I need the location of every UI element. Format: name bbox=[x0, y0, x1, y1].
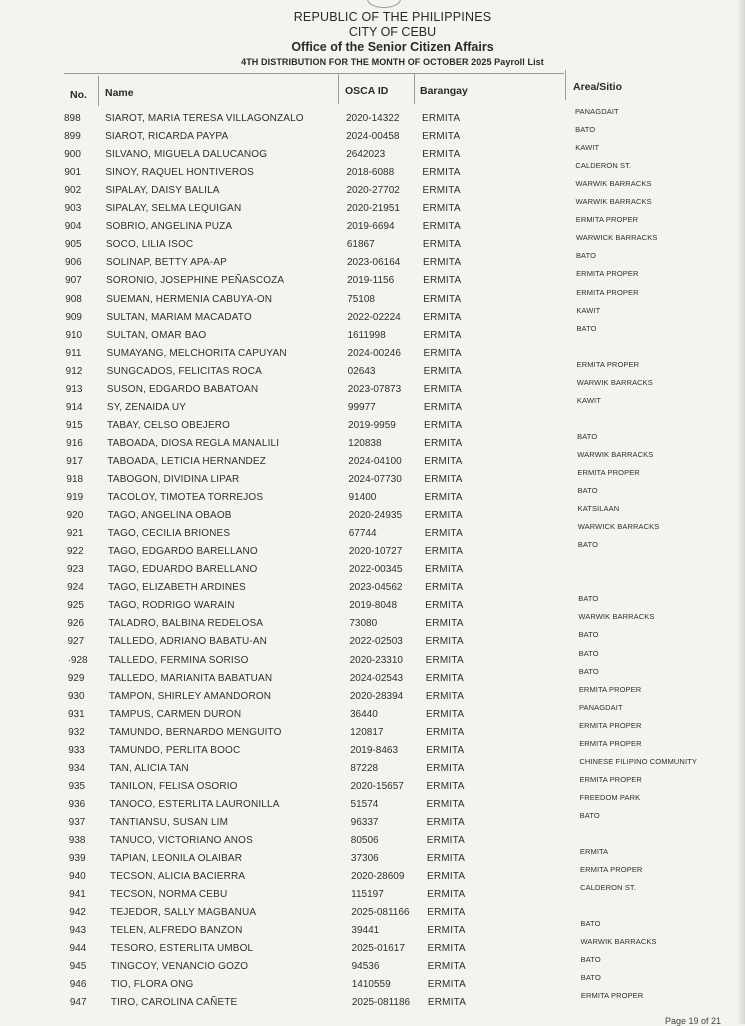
row-osca-id: 2022-02503 bbox=[349, 636, 403, 648]
row-number: 941 bbox=[69, 889, 86, 901]
row-area-sitio: FREEDOM PARK bbox=[579, 792, 641, 802]
row-area-sitio: BATO bbox=[575, 251, 597, 261]
row-name: SOLINAP, BETTY APA-AP bbox=[105, 257, 227, 269]
table-row bbox=[0, 107, 745, 131]
row-osca-id: 73080 bbox=[349, 618, 378, 630]
row-name: TAMUNDO, BERNARDO MENGUITO bbox=[109, 726, 282, 738]
row-osca-id: 2025-081186 bbox=[351, 997, 411, 1009]
row-area-sitio: BATO bbox=[578, 594, 599, 604]
column-header-osca-id: OSCA ID bbox=[345, 85, 389, 97]
row-name: TECSON, NORMA CEBU bbox=[110, 889, 228, 901]
row-name: TALLEDO, MARIANITA BABATUAN bbox=[108, 672, 273, 684]
row-barangay: ERMITA bbox=[425, 564, 464, 576]
column-header-name: Name bbox=[105, 87, 134, 99]
row-osca-id: 2023-06164 bbox=[346, 257, 401, 269]
row-number: 938 bbox=[68, 835, 86, 846]
page-number: Page 19 of 21 bbox=[665, 1016, 722, 1026]
row-area-sitio: PANAGDAIT bbox=[578, 702, 623, 712]
row-area-sitio: BATO bbox=[580, 919, 601, 929]
row-barangay: ERMITA bbox=[425, 672, 464, 684]
row-osca-id: 120817 bbox=[350, 726, 384, 738]
row-barangay: ERMITA bbox=[425, 654, 464, 666]
row-area-sitio: BATO bbox=[579, 810, 600, 820]
row-barangay: ERMITA bbox=[425, 708, 465, 720]
row-area-sitio: ERMITA PROPER bbox=[576, 269, 639, 279]
row-area-sitio: WARWICK BARRACKS bbox=[575, 233, 658, 243]
row-area-sitio: BATO bbox=[577, 431, 598, 441]
row-osca-id: 36440 bbox=[349, 708, 378, 720]
row-name: TAGO, RODRIGO WARAIN bbox=[108, 600, 235, 612]
row-osca-id: 2024-02543 bbox=[349, 672, 404, 684]
row-number: 914 bbox=[65, 401, 83, 413]
row-barangay: ERMITA bbox=[424, 510, 463, 522]
row-number: 923 bbox=[67, 564, 84, 576]
row-barangay: ERMITA bbox=[427, 997, 467, 1009]
row-area-sitio: BATO bbox=[575, 125, 596, 135]
row-number: 919 bbox=[66, 492, 84, 504]
row-number: 935 bbox=[68, 780, 86, 792]
table-row bbox=[5, 792, 745, 817]
row-number: 903 bbox=[64, 203, 82, 215]
row-osca-id: 94536 bbox=[351, 961, 380, 973]
row-osca-id: 91400 bbox=[348, 492, 377, 504]
row-name: SUEMAN, HERMENIA CABUYA-ON bbox=[106, 293, 273, 305]
row-number: ·928 bbox=[67, 654, 88, 666]
table-row bbox=[2, 395, 745, 420]
table-row bbox=[0, 143, 745, 167]
row-name: TELEN, ALFREDO BANZON bbox=[110, 925, 243, 937]
table-row bbox=[6, 991, 745, 1015]
row-number: 909 bbox=[65, 311, 82, 323]
row-name: SILVANO, MIGUELA DALUCANOG bbox=[105, 149, 268, 161]
row-barangay: ERMITA bbox=[427, 979, 466, 991]
row-osca-id: 2020-27702 bbox=[346, 185, 400, 197]
table-row bbox=[3, 630, 745, 654]
row-osca-id: 2020-28609 bbox=[351, 871, 405, 883]
row-barangay: ERMITA bbox=[424, 528, 463, 540]
row-area-sitio: CALDERON ST. bbox=[580, 883, 636, 893]
row-name: SOBRIO, ANGELINA PUZA bbox=[105, 221, 233, 233]
row-number: 907 bbox=[65, 275, 82, 287]
row-number: 922 bbox=[66, 546, 84, 558]
column-header-area-sitio: Area/Sitio bbox=[573, 81, 623, 93]
row-barangay: ERMITA bbox=[427, 943, 466, 955]
row-area-sitio: WARWICK BARRACKS bbox=[577, 522, 660, 532]
row-name: TEJEDOR, SALLY MAGBANUA bbox=[110, 907, 257, 919]
table-row bbox=[2, 377, 745, 402]
row-osca-id: 2023-04562 bbox=[349, 582, 403, 594]
table-row bbox=[5, 835, 745, 853]
row-area-sitio: WARWIK BARRACKS bbox=[576, 377, 653, 387]
row-barangay: ERMITA bbox=[425, 690, 465, 702]
row-number: 921 bbox=[66, 528, 84, 540]
row-number: 931 bbox=[67, 708, 85, 720]
row-barangay: ERMITA bbox=[423, 329, 462, 341]
row-osca-id: 39441 bbox=[351, 925, 380, 937]
row-number: 930 bbox=[67, 690, 85, 702]
row-osca-id: 1410559 bbox=[351, 979, 391, 991]
row-area-sitio: ERMITA PROPER bbox=[579, 774, 642, 784]
row-number: 936 bbox=[68, 798, 86, 810]
table-row bbox=[3, 582, 745, 600]
row-name: TAN, ALICIA TAN bbox=[109, 762, 189, 774]
row-name: SIPALAY, SELMA LEQUIGAN bbox=[105, 203, 242, 215]
row-osca-id: 37306 bbox=[350, 853, 379, 865]
header-city: CITY OF CEBU bbox=[348, 25, 437, 39]
row-osca-id: 120838 bbox=[348, 437, 382, 449]
row-osca-id: 2024-00458 bbox=[346, 131, 400, 143]
row-number: 906 bbox=[64, 257, 82, 269]
row-barangay: ERMITA bbox=[422, 149, 461, 161]
row-osca-id: 2025-081166 bbox=[351, 907, 410, 919]
row-barangay: ERMITA bbox=[424, 437, 463, 449]
row-area-sitio: WARWIK BARRACKS bbox=[580, 937, 657, 947]
row-area-sitio: ERMITA PROPER bbox=[579, 738, 642, 748]
row-osca-id: 51574 bbox=[350, 798, 379, 810]
row-name: SUSON, EDGARDO BABATOAN bbox=[106, 383, 259, 395]
table-row bbox=[5, 907, 745, 925]
row-barangay: ERMITA bbox=[422, 257, 462, 269]
row-barangay: ERMITA bbox=[427, 889, 466, 901]
header-republic: REPUBLIC OF THE PHILIPPINES bbox=[293, 10, 492, 24]
row-area-sitio: ERMITA bbox=[579, 847, 609, 857]
row-osca-id: 1611998 bbox=[347, 329, 386, 341]
row-barangay: ERMITA bbox=[425, 636, 464, 648]
row-barangay: ERMITA bbox=[423, 347, 462, 359]
row-number: 925 bbox=[67, 600, 84, 612]
table-row bbox=[3, 522, 745, 546]
row-name: TABOADA, LETICIA HERNANDEZ bbox=[107, 455, 267, 467]
row-name: SIPALAY, DAISY BALILA bbox=[105, 185, 220, 197]
row-area-sitio: BATO bbox=[578, 630, 599, 640]
row-name: TAMPUS, CARMEN DURON bbox=[108, 708, 242, 720]
row-name: TAGO, EDUARDO BARELLANO bbox=[108, 564, 258, 576]
table-row bbox=[2, 468, 745, 492]
table-row bbox=[1, 233, 745, 257]
row-barangay: ERMITA bbox=[422, 113, 461, 124]
row-name: SY, ZENAIDA UY bbox=[106, 401, 187, 413]
row-area-sitio: PANAGDAIT bbox=[575, 107, 619, 116]
row-barangay: ERMITA bbox=[423, 275, 462, 287]
table-row bbox=[3, 540, 745, 564]
row-area-sitio: BATO bbox=[577, 540, 599, 550]
row-barangay: ERMITA bbox=[422, 131, 461, 143]
row-barangay: ERMITA bbox=[424, 419, 463, 431]
row-osca-id: 2020-21951 bbox=[346, 203, 400, 215]
row-number: 901 bbox=[64, 167, 82, 179]
row-area-sitio: KATSILAAN bbox=[577, 504, 620, 514]
row-barangay: ERMITA bbox=[425, 618, 464, 630]
row-area-sitio: ERMITA PROPER bbox=[577, 468, 640, 477]
row-area-sitio: ERMITA PROPER bbox=[580, 991, 644, 1001]
column-header-no: No. bbox=[70, 89, 87, 101]
row-name: SULTAN, MARIAM MACADATO bbox=[106, 311, 252, 323]
row-osca-id: 80506 bbox=[350, 835, 379, 846]
row-number: 904 bbox=[64, 221, 82, 233]
row-barangay: ERMITA bbox=[426, 816, 465, 828]
row-name: TIRO, CAROLINA CAÑETE bbox=[110, 997, 238, 1009]
row-barangay: ERMITA bbox=[426, 798, 465, 810]
row-area-sitio: BATO bbox=[580, 955, 601, 965]
table-row bbox=[5, 883, 745, 907]
row-number: 942 bbox=[69, 907, 86, 919]
row-area-sitio: WARWIK BARRACKS bbox=[575, 179, 652, 189]
row-name: SUNGCADOS, FELICITAS ROCA bbox=[106, 365, 262, 377]
row-area-sitio: CHINESE FILIPINO COMMUNITY bbox=[579, 756, 697, 766]
table-row bbox=[3, 486, 745, 510]
row-osca-id: 2025-01617 bbox=[351, 943, 405, 955]
row-number: 944 bbox=[69, 943, 87, 955]
row-area-sitio: WARWIK BARRACKS bbox=[577, 449, 654, 459]
row-number: 939 bbox=[68, 853, 86, 865]
row-osca-id: 67744 bbox=[348, 528, 377, 540]
row-number: 947 bbox=[69, 997, 87, 1009]
row-osca-id: 61867 bbox=[346, 239, 375, 251]
row-name: TANILON, FELISA OSORIO bbox=[109, 780, 238, 792]
row-number: 943 bbox=[69, 925, 87, 937]
row-name: SINOY, RAQUEL HONTIVEROS bbox=[105, 167, 254, 179]
row-name: TAGO, ELIZABETH ARDINES bbox=[108, 582, 246, 594]
row-number: 899 bbox=[64, 131, 81, 143]
row-name: TANOCO, ESTERLITA LAURONILLA bbox=[109, 798, 280, 810]
row-name: SIAROT, RICARDA PAYPA bbox=[105, 131, 229, 143]
row-barangay: ERMITA bbox=[426, 780, 465, 792]
row-name: SUMAYANG, MELCHORITA CAPUYAN bbox=[106, 347, 287, 359]
row-osca-id: 75108 bbox=[347, 293, 375, 305]
row-barangay: ERMITA bbox=[426, 726, 465, 738]
row-number: 946 bbox=[69, 979, 87, 991]
row-name: TESORO, ESTERLITA UMBOL bbox=[110, 943, 254, 955]
row-barangay: ERMITA bbox=[425, 600, 464, 612]
row-number: 898 bbox=[64, 113, 81, 124]
row-osca-id: 96337 bbox=[350, 816, 379, 828]
row-number: 916 bbox=[66, 437, 83, 449]
row-osca-id: 2020-15657 bbox=[350, 780, 404, 792]
row-name: SOCO, LILIA ISOC bbox=[105, 239, 194, 251]
row-name: SIAROT, MARIA TERESA VILLAGONZALO bbox=[105, 113, 304, 124]
table-row bbox=[2, 420, 745, 438]
row-name: TANUCO, VICTORIANO ANOS bbox=[109, 835, 253, 846]
table-row bbox=[1, 287, 745, 312]
row-area-sitio: ERMITA PROPER bbox=[576, 287, 639, 297]
row-barangay: ERMITA bbox=[427, 907, 466, 919]
row-osca-id: 87228 bbox=[350, 762, 379, 774]
row-osca-id: 2023-07873 bbox=[347, 383, 402, 395]
row-number: 926 bbox=[67, 618, 85, 630]
row-number: 924 bbox=[67, 582, 84, 594]
row-osca-id: 2019-9959 bbox=[348, 419, 396, 431]
row-number: 933 bbox=[68, 744, 85, 756]
row-name: SORONIO, JOSEPHINE PEÑASCOZA bbox=[106, 275, 285, 287]
row-barangay: ERMITA bbox=[426, 835, 466, 846]
row-name: TINGCOY, VENANCIO GOZO bbox=[110, 961, 249, 973]
row-barangay: ERMITA bbox=[427, 925, 466, 937]
row-osca-id: 2020-10727 bbox=[348, 546, 403, 558]
table-row bbox=[1, 323, 745, 348]
row-barangay: ERMITA bbox=[422, 185, 461, 197]
row-barangay: ERMITA bbox=[426, 853, 466, 865]
row-osca-id: 2022-02224 bbox=[347, 311, 401, 323]
row-barangay: ERMITA bbox=[423, 365, 462, 377]
row-name: TANTIANSU, SUSAN LIM bbox=[109, 816, 229, 828]
table-row bbox=[6, 937, 745, 961]
row-number: 902 bbox=[64, 185, 82, 197]
row-number: 945 bbox=[69, 961, 87, 973]
row-barangay: ERMITA bbox=[423, 293, 462, 305]
row-barangay: ERMITA bbox=[424, 546, 464, 558]
row-area-sitio: CALDERON ST. bbox=[575, 161, 632, 171]
table-row bbox=[3, 612, 745, 636]
row-name: TALADRO, BALBINA REDELOSA bbox=[108, 618, 264, 630]
row-barangay: ERMITA bbox=[422, 239, 462, 251]
row-barangay: ERMITA bbox=[427, 871, 466, 883]
row-number: 932 bbox=[68, 726, 85, 738]
row-name: TABAY, CELSO OBEJERO bbox=[107, 419, 231, 431]
row-area-sitio: BATO bbox=[578, 648, 599, 658]
row-osca-id: 99977 bbox=[347, 401, 376, 413]
row-osca-id: 2018-6088 bbox=[346, 167, 395, 179]
row-name: TALLEDO, ADRIANO BABATU-AN bbox=[108, 636, 268, 648]
row-number: 900 bbox=[64, 149, 81, 161]
row-number: 929 bbox=[67, 672, 85, 684]
row-barangay: ERMITA bbox=[423, 383, 463, 395]
row-number: 908 bbox=[65, 293, 82, 305]
row-number: 915 bbox=[66, 419, 83, 431]
row-name: TIO, FLORA ONG bbox=[110, 979, 194, 991]
row-number: 913 bbox=[65, 383, 83, 395]
table-row bbox=[6, 955, 745, 979]
column-header-barangay: Barangay bbox=[420, 85, 468, 97]
row-area-sitio: ERMITA PROPER bbox=[579, 720, 642, 730]
row-barangay: ERMITA bbox=[426, 762, 465, 774]
table-row bbox=[1, 305, 745, 330]
scan-edge-shadow bbox=[737, 0, 745, 1024]
row-area-sitio: BATO bbox=[576, 323, 597, 333]
row-name: TAMUNDO, PERLITA BOOC bbox=[109, 744, 241, 756]
row-barangay: ERMITA bbox=[423, 311, 462, 323]
row-barangay: ERMITA bbox=[424, 492, 463, 504]
row-osca-id: 115197 bbox=[351, 889, 384, 901]
row-osca-id: 2642023 bbox=[346, 149, 386, 161]
row-number: 911 bbox=[65, 347, 82, 359]
row-number: 920 bbox=[66, 510, 84, 522]
row-name: TAPIAN, LEONILA OLAIBAR bbox=[109, 853, 243, 865]
table-row bbox=[3, 564, 745, 582]
row-number: 934 bbox=[68, 762, 85, 774]
row-name: TAGO, CECILIA BRIONES bbox=[107, 528, 231, 540]
row-barangay: ERMITA bbox=[426, 744, 465, 756]
row-number: 912 bbox=[65, 365, 83, 377]
row-barangay: ERMITA bbox=[422, 203, 461, 215]
header-office: Office of the Senior Citizen Affairs bbox=[291, 40, 494, 54]
row-number: 910 bbox=[65, 329, 83, 341]
row-area-sitio: ERMITA PROPER bbox=[580, 865, 643, 875]
row-number: 917 bbox=[66, 455, 83, 467]
row-name: TACOLOY, TIMOTEA TORREJOS bbox=[107, 492, 264, 504]
row-barangay: ERMITA bbox=[424, 455, 463, 467]
row-number: 940 bbox=[69, 871, 86, 883]
table-row bbox=[4, 684, 745, 709]
row-osca-id: 2024-04100 bbox=[348, 455, 402, 467]
row-name: TAGO, EDGARDO BARELLANO bbox=[107, 546, 258, 558]
row-name: TAGO, ANGELINA OBAOB bbox=[107, 510, 232, 522]
row-barangay: ERMITA bbox=[424, 474, 463, 485]
row-osca-id: 2024-00246 bbox=[347, 347, 401, 359]
row-barangay: ERMITA bbox=[423, 401, 463, 413]
row-osca-id: 2020-28394 bbox=[349, 690, 404, 702]
row-area-sitio: ERMITA PROPER bbox=[575, 215, 639, 225]
row-name: TABOADA, DIOSA REGLA MANALILI bbox=[107, 437, 280, 449]
row-number: 927 bbox=[67, 636, 85, 648]
row-osca-id: 2019-1156 bbox=[347, 275, 395, 287]
row-osca-id: 2020-23310 bbox=[349, 654, 403, 666]
row-barangay: ERMITA bbox=[427, 961, 466, 973]
row-name: TABOGON, DIVIDINA LIPAR bbox=[107, 474, 240, 485]
row-osca-id: 2020-14322 bbox=[346, 113, 400, 124]
row-barangay: ERMITA bbox=[422, 167, 461, 179]
row-number: 905 bbox=[64, 239, 82, 251]
row-osca-id: 2022-00345 bbox=[349, 564, 403, 576]
row-area-sitio: BATO bbox=[578, 666, 599, 676]
row-osca-id: 2019-6694 bbox=[346, 221, 395, 233]
row-area-sitio: KAWIT bbox=[576, 305, 601, 315]
row-area-sitio: BATO bbox=[580, 973, 601, 983]
row-area-sitio: ERMITA PROPER bbox=[576, 359, 640, 369]
row-osca-id: 2024-07730 bbox=[348, 474, 402, 485]
row-area-sitio: KAWIT bbox=[575, 143, 600, 153]
row-area-sitio: KAWIT bbox=[576, 395, 601, 405]
row-area-sitio: WARWIK BARRACKS bbox=[578, 612, 655, 622]
row-osca-id: 02643 bbox=[347, 365, 376, 377]
row-number: 937 bbox=[68, 816, 86, 828]
row-area-sitio: ERMITA PROPER bbox=[578, 684, 642, 694]
row-osca-id: 2019-8048 bbox=[349, 600, 398, 612]
row-area-sitio: WARWIK BARRACKS bbox=[575, 197, 652, 207]
row-osca-id: 2019-8463 bbox=[350, 744, 399, 756]
row-name: SULTAN, OMAR BAO bbox=[106, 329, 207, 341]
row-barangay: ERMITA bbox=[425, 582, 464, 594]
table-row bbox=[5, 810, 745, 835]
row-barangay: ERMITA bbox=[422, 221, 461, 233]
table-row bbox=[0, 125, 745, 149]
row-area-sitio: BATO bbox=[577, 486, 598, 496]
row-name: TAMPON, SHIRLEY AMANDORON bbox=[108, 690, 272, 702]
table-row bbox=[4, 648, 745, 673]
row-number: 918 bbox=[66, 474, 84, 485]
row-osca-id: 2020-24935 bbox=[348, 510, 403, 522]
row-name: TALLEDO, FERMINA SORISO bbox=[108, 654, 249, 666]
header-subtitle: 4TH DISTRIBUTION FOR THE MONTH OF OCTOBER 2025 Payroll List bbox=[241, 57, 544, 67]
row-name: TECSON, ALICIA BACIERRA bbox=[110, 871, 246, 883]
